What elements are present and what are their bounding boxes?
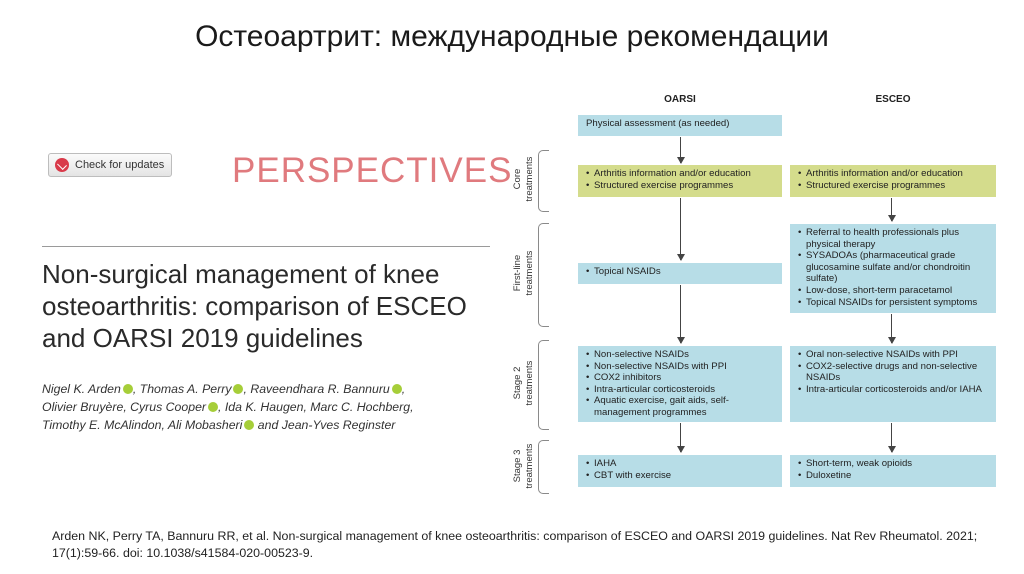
oarsi-first-line-box	[578, 263, 782, 284]
divider	[42, 246, 490, 247]
orcid-icon	[244, 420, 254, 430]
article-title: Non-surgical management of knee osteoarthritis: comparison of ESCEO and OARSI 2019 guidelines	[42, 259, 467, 353]
list-item: • Structured exercise programmes	[586, 180, 774, 192]
list-item: • Arthritis information and/or education	[798, 168, 988, 180]
stage-bracket-core	[538, 150, 549, 212]
orcid-icon	[208, 402, 218, 412]
arrow-down-icon	[680, 137, 681, 163]
list-item: • SYSADOAs (pharmaceutical grade glucosamine sulfate and/or chondroitin sulfate)	[798, 250, 988, 285]
stage-label-core: Core treatments	[512, 156, 535, 202]
author-name: Nigel K. Arden	[42, 382, 121, 396]
arrow-down-icon	[891, 198, 892, 221]
author-name: and Jean-Yves Reginster	[254, 418, 396, 432]
list-item: • Duloxetine	[798, 470, 988, 482]
list-item: • Intra-articular corticosteroids and/or IAHA	[798, 384, 988, 396]
list-item: • IAHA	[586, 458, 774, 470]
author-name: , Raveendhara R. Bannuru	[243, 382, 390, 396]
stage-label-first-line: First-line treatments	[512, 250, 535, 296]
author-list	[42, 380, 502, 434]
oarsi-stage3-box	[578, 455, 782, 487]
oarsi-core-box	[578, 165, 782, 197]
list-item: • CBT with exercise	[586, 470, 774, 482]
stage-label-stage2: Stage 2 treatments	[512, 360, 535, 406]
list-item: • Low-dose, short-term paracetamol	[798, 285, 988, 297]
slide-title: Остеоартрит: международные рекомендации	[195, 20, 829, 53]
oarsi-stage2-box	[578, 346, 782, 422]
esceo-core-box	[790, 165, 996, 197]
orcid-icon	[392, 384, 402, 394]
check-updates-icon	[55, 158, 69, 172]
list-item: • Intra-articular corticosteroids	[586, 384, 774, 396]
esceo-first-line-box	[790, 224, 996, 313]
list-item: • Referral to health professionals plus physical therapy	[798, 227, 988, 250]
list-item: • Short-term, weak opioids	[798, 458, 988, 470]
list-item: • COX2 inhibitors	[586, 372, 774, 384]
stage-bracket-stage2	[538, 340, 549, 430]
author-name: , Ida K. Haugen, Marc C. Hochberg,	[218, 400, 414, 414]
list-item: • Structured exercise programmes	[798, 180, 988, 192]
author-name: Timothy E. McAlindon, Ali Mobasheri	[42, 418, 243, 432]
stage-label-stage3: Stage 3 treatments	[512, 443, 535, 489]
stage-bracket-stage3	[538, 440, 549, 494]
esceo-stage3-box	[790, 455, 996, 487]
orcid-icon	[123, 384, 133, 394]
list-item: • COX2-selective drugs and non-selective NSAIDs	[798, 361, 988, 384]
oarsi-physical-assessment: Physical assessment (as needed)	[578, 115, 782, 136]
stage-bracket-first-line	[538, 223, 549, 327]
oarsi-header: OARSI	[664, 94, 696, 105]
check-for-updates-button[interactable]	[48, 153, 172, 177]
arrow-down-icon	[680, 423, 681, 452]
list-item: • Non-selective NSAIDs	[586, 349, 774, 361]
author-separator: ,	[401, 382, 406, 396]
arrow-down-icon	[680, 198, 681, 260]
list-item: • Arthritis information and/or education	[586, 168, 774, 180]
esceo-header: ESCEO	[875, 94, 911, 105]
citation: Arden NK, Perry TA, Bannuru RR, et al. Non-surgical management of knee osteoarthritis: comparison of ESCEO and OARSI 2019 guidelines. Nat Rev Rheumatol. 2021; 17(1):59-66. doi: 10.1038/s41584-020-00523-9.	[52, 529, 978, 560]
list-item: • Topical NSAIDs for persistent symptoms	[798, 297, 988, 309]
list-item: • Topical NSAIDs	[586, 266, 774, 278]
arrow-down-icon	[891, 423, 892, 452]
arrow-down-icon	[891, 314, 892, 343]
list-item: • Non-selective NSAIDs with PPI	[586, 361, 774, 373]
author-name: , Thomas A. Perry	[132, 382, 232, 396]
esceo-stage2-box	[790, 346, 996, 422]
list-item: • Oral non-selective NSAIDs with PPI	[798, 349, 988, 361]
check-for-updates-label: Check for updates	[75, 159, 165, 171]
section-label: PERSPECTIVES	[232, 151, 513, 190]
orcid-icon	[233, 384, 243, 394]
arrow-down-icon	[680, 285, 681, 343]
author-name: Olivier Bruyère, Cyrus Cooper	[42, 400, 207, 414]
list-item: • Aquatic exercise, gait aids, self-management programmes	[586, 395, 774, 418]
